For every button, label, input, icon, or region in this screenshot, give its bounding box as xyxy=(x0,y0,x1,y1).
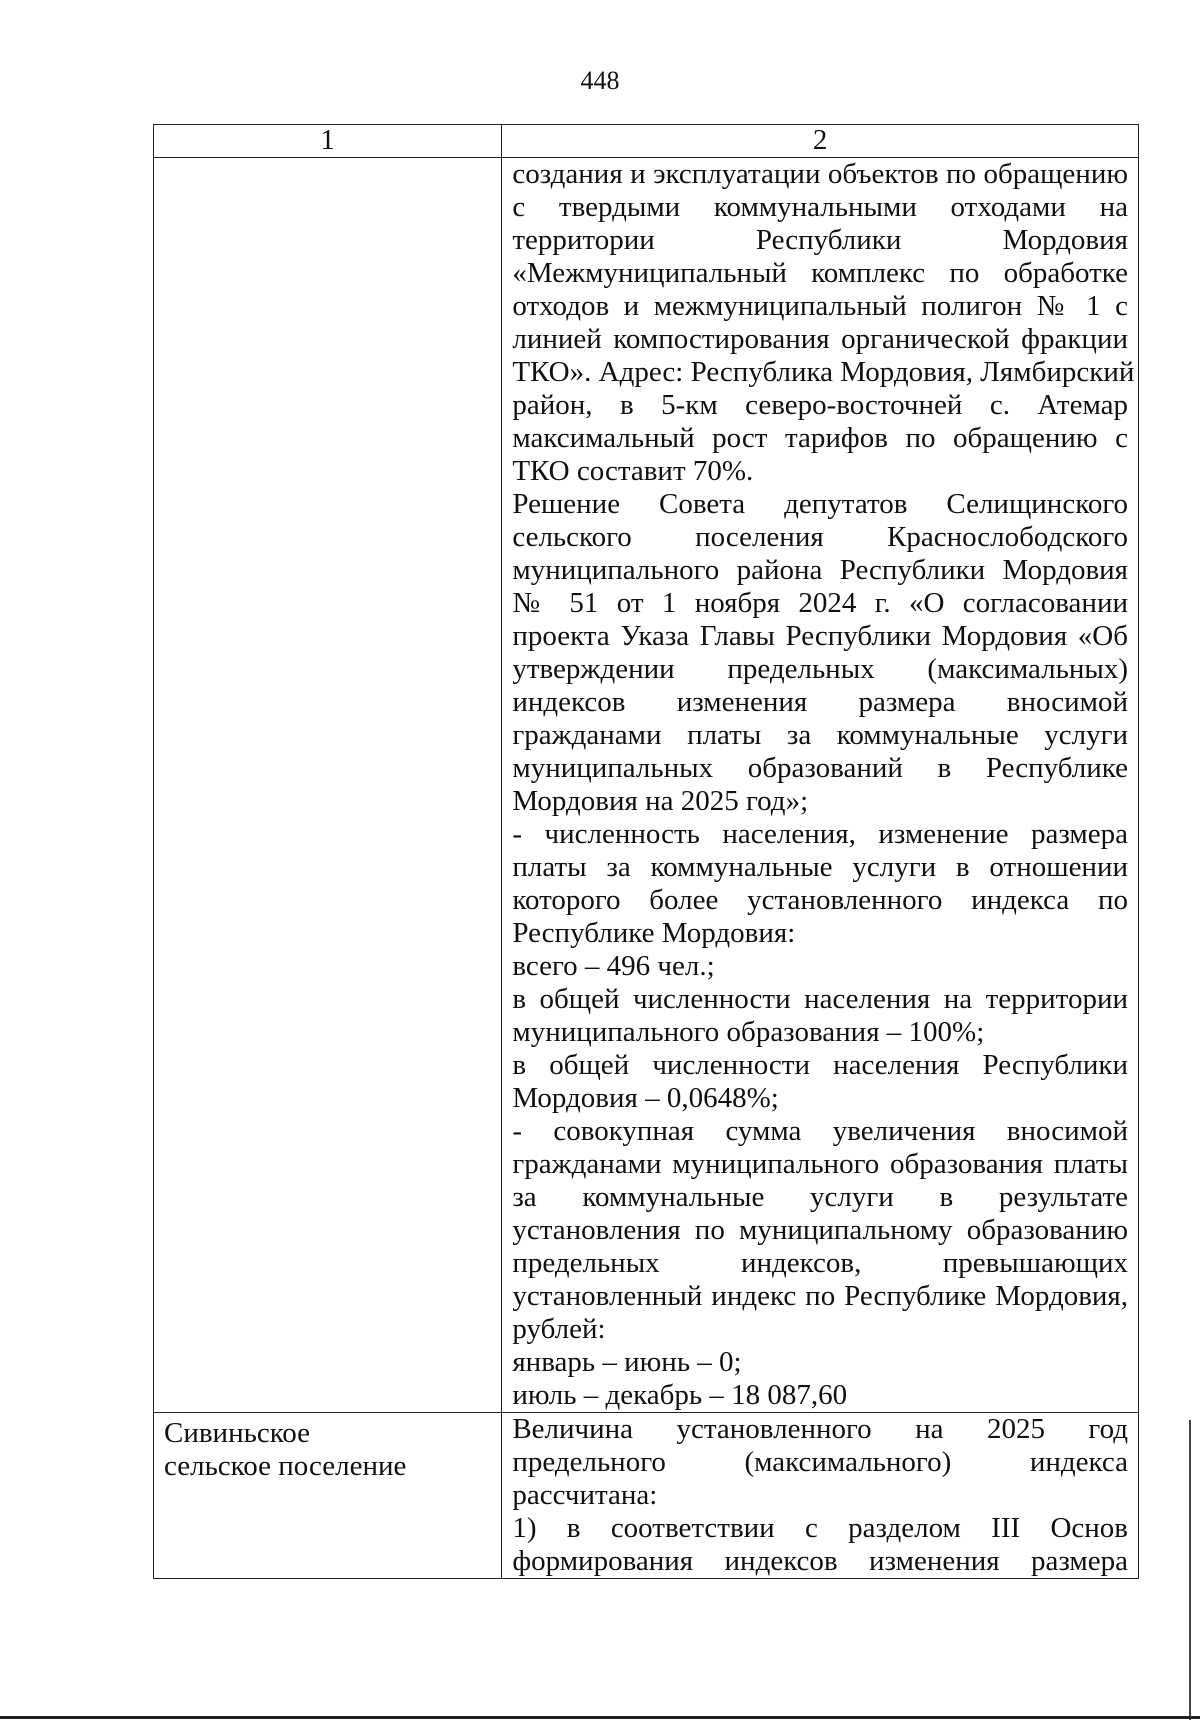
row1-description-cell xyxy=(502,158,1139,1413)
text-line: формирования индексов изменения размера xyxy=(512,1545,1128,1577)
text-line: гражданами муниципального образования платы xyxy=(512,1148,1128,1180)
text-line: проекта Указа Главы Республики Мордовия «Об xyxy=(512,620,1128,652)
text-line: муниципальных образований в Республике xyxy=(512,752,1128,784)
document-table xyxy=(153,124,1139,1579)
text-line: создания и эксплуатации объектов по обращению xyxy=(512,158,1128,190)
text-line: Мордовия на 2025 год»; xyxy=(512,785,809,817)
text-line: - численность населения, изменение размера xyxy=(512,818,1128,850)
text-line: максимальный рост тарифов по обращению с xyxy=(512,422,1128,454)
municipality-name: Сивиньское xyxy=(164,1417,311,1449)
text-line: которого более установленного индекса по xyxy=(512,884,1128,916)
text-line: утверждении предельных (максимальных) xyxy=(512,653,1128,685)
scan-edge-line xyxy=(1189,1420,1191,1720)
text-line: за коммунальные услуги в результате xyxy=(512,1181,1128,1213)
text-line: в общей численности населения Республики xyxy=(512,1049,1128,1081)
text-line: Республике Мордовия: xyxy=(512,917,796,949)
text-line: «Межмуниципальный комплекс по обработке xyxy=(512,257,1128,289)
text-line: район, в 5-км северо-восточней с. Атемар xyxy=(512,389,1128,421)
column-header-1: 1 xyxy=(154,125,502,158)
text-line: с твердыми коммунальными отходами на xyxy=(512,191,1128,223)
table-header-row xyxy=(154,125,1139,158)
column-header-2: 2 xyxy=(502,125,1139,158)
text-line: сельского поселения Краснослободского xyxy=(512,521,1128,553)
text-line: Величина установленного на 2025 год xyxy=(512,1413,1128,1445)
table-row xyxy=(154,158,1139,1413)
text-line: территории Республики Мордовия xyxy=(512,224,1128,256)
municipality-type: сельское поселение xyxy=(164,1450,407,1482)
table-row xyxy=(154,1413,1139,1579)
text-line: муниципального образования – 100%; xyxy=(512,1016,985,1048)
text-line: всего – 496 чел.; xyxy=(512,950,715,982)
text-line: январь – июнь – 0; xyxy=(512,1346,742,1378)
text-line: платы за коммунальные услуги в отношении xyxy=(512,851,1128,883)
text-line: гражданами платы за коммунальные услуги xyxy=(512,719,1128,751)
text-line: ТКО». Адрес: Республика Мордовия, Лямбирский xyxy=(512,356,1135,388)
text-line: муниципального района Республики Мордовия xyxy=(512,554,1128,586)
row2-description-cell xyxy=(502,1413,1139,1579)
text-line: в общей численности населения на территории xyxy=(512,983,1128,1015)
text-line: установленный индекс по Республике Мордовия, xyxy=(512,1280,1128,1312)
text-line: № 51 от 1 ноября 2024 г. «О согласовании xyxy=(512,587,1128,619)
text-line: линией компостирования органической фракции xyxy=(512,323,1128,355)
text-line: установления по муниципальному образованию xyxy=(512,1214,1128,1246)
text-line: Решение Совета депутатов Селищинского xyxy=(512,488,1128,520)
page-number: 448 xyxy=(580,66,620,95)
text-line: предельного (максимального) индекса xyxy=(512,1446,1128,1478)
row2-municipality-cell xyxy=(154,1413,502,1579)
row1-municipality-cell xyxy=(154,158,502,1413)
text-line: отходов и межмуниципальный полигон № 1 с xyxy=(512,290,1128,322)
text-line: рассчитана: xyxy=(512,1479,658,1511)
text-line: рублей: xyxy=(512,1313,606,1345)
text-line: предельных индексов, превышающих xyxy=(512,1247,1128,1279)
text-line: ТКО составит 70%. xyxy=(512,455,754,487)
text-line: Мордовия – 0,0648%; xyxy=(512,1082,779,1114)
text-line: - совокупная сумма увеличения вносимой xyxy=(512,1115,1128,1147)
text-line: индексов изменения размера вносимой xyxy=(512,686,1128,718)
scan-bottom-edge xyxy=(0,1716,1200,1719)
text-line: 1) в соответствии с разделом III Основ xyxy=(512,1512,1128,1544)
text-line: июль – декабрь – 18 087,60 xyxy=(512,1379,848,1411)
